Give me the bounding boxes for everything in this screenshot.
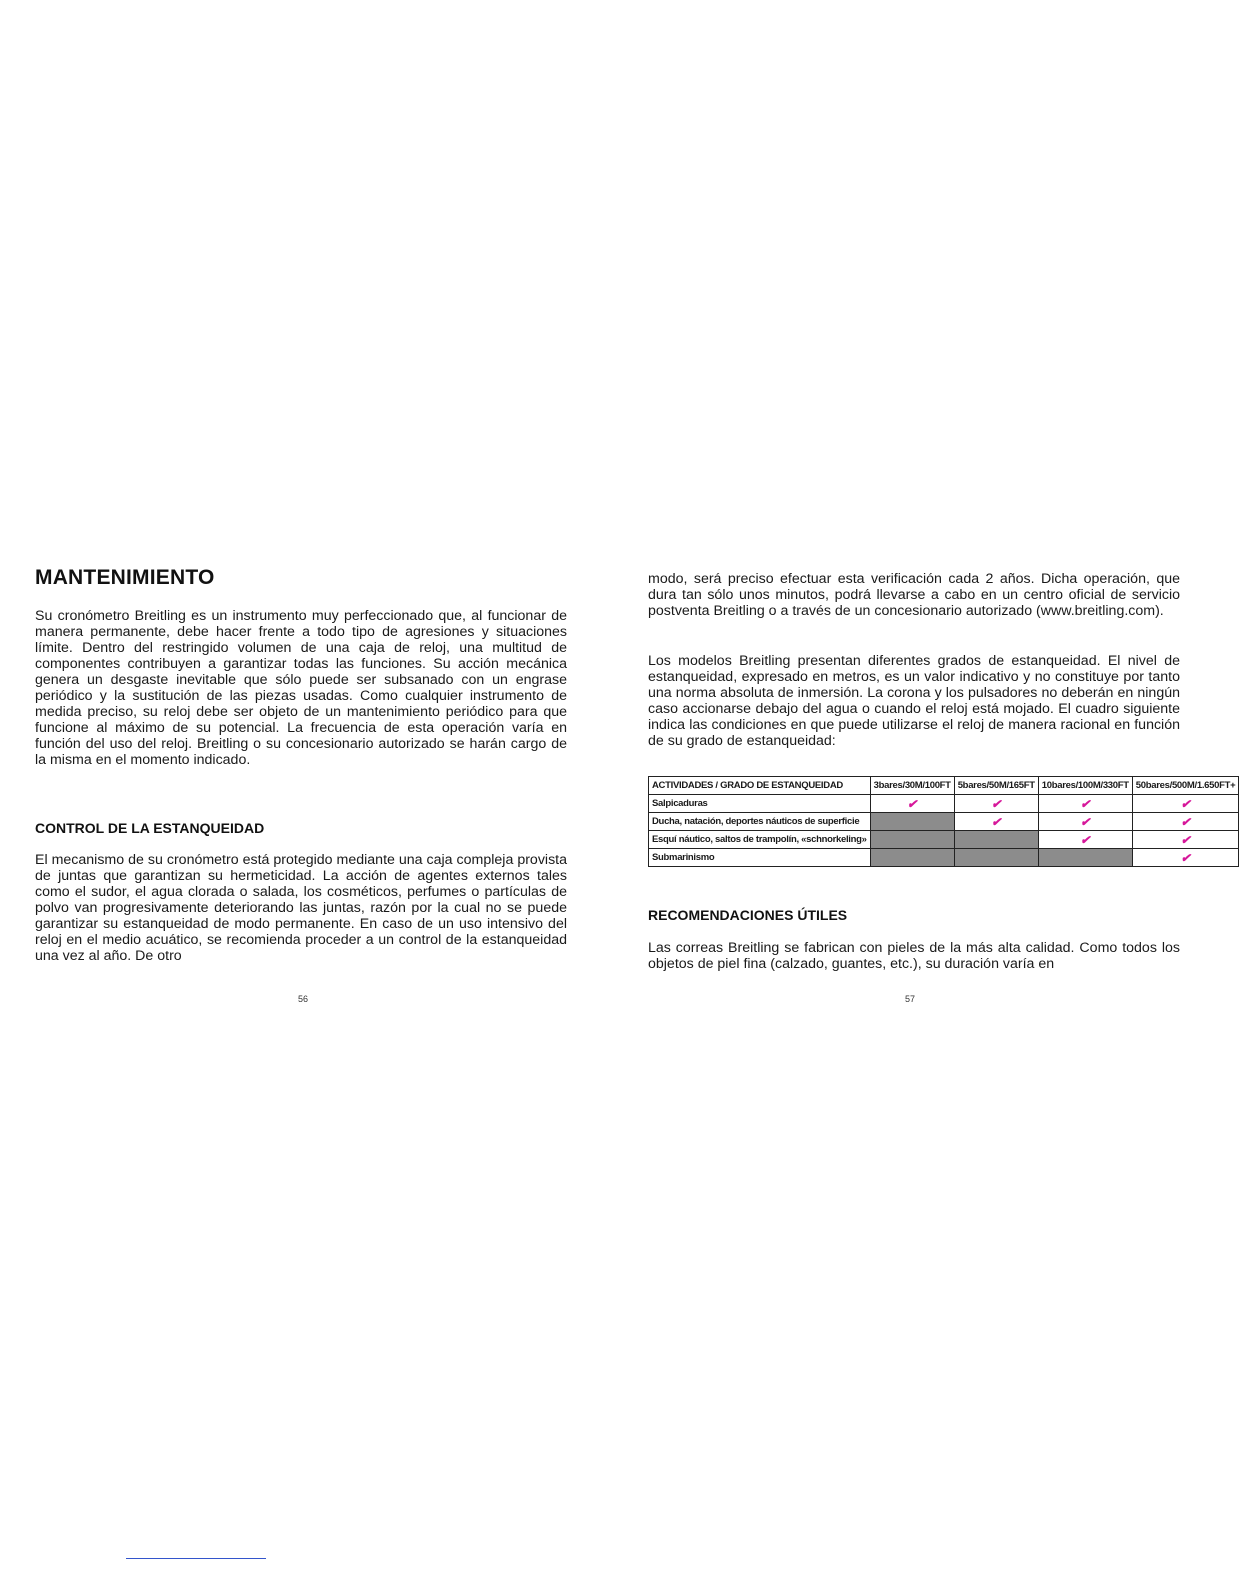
footer-divider (126, 1558, 266, 1559)
table-header-5bar: 5bares/50M/165FT (954, 777, 1038, 795)
table-row (649, 813, 1239, 831)
table-cell-suitable (1132, 813, 1239, 831)
table-cell-suitable (1132, 831, 1239, 849)
table-header-activities: ACTIVIDADES / GRADO DE ESTANQUEIDAD (649, 777, 871, 795)
check-icon: ✔ (1080, 814, 1091, 829)
table-cell-suitable (954, 795, 1038, 813)
table-cell-not-suitable (870, 849, 954, 867)
page-number-left: 56 (298, 994, 309, 1004)
page-title: MANTENIMIENTO (35, 566, 215, 589)
table-cell-not-suitable (954, 831, 1038, 849)
check-icon: ✔ (907, 796, 918, 811)
table-cell-suitable (1132, 795, 1239, 813)
table-row-label: Salpicaduras (649, 795, 871, 813)
table-cell-suitable (1132, 849, 1239, 867)
check-icon: ✔ (1180, 832, 1191, 847)
table-row-label: Ducha, natación, deportes náuticos de superficie (649, 813, 871, 831)
table-cell-not-suitable (1038, 849, 1132, 867)
check-icon: ✔ (1180, 850, 1191, 865)
table-cell-not-suitable (870, 813, 954, 831)
section-heading-recommendations: RECOMENDACIONES ÚTILES (648, 907, 848, 923)
table-cell-suitable (1038, 813, 1132, 831)
table-row-label: Submarinismo (649, 849, 871, 867)
check-icon: ✔ (991, 814, 1002, 829)
table-cell-not-suitable (870, 831, 954, 849)
models-paragraph: Los modelos Breitling presentan diferentes grados de estanqueidad. El nivel de estanqueidad, expresado en metros, es un valor indicativo y no constituye por tanto una norma absoluta de inmersión. La corona y los pulsadores no deberán en ningún caso accionarse debajo del agua o cuando el reloj está mojado. El cuadro siguiente indica las condiciones en que puede utilizarse el reloj de manera racional en función de su grado de estanqueidad: (648, 653, 1180, 749)
table-header-10bar: 10bares/100M/330FT (1038, 777, 1132, 795)
section-heading-water-resistance: CONTROL DE LA ESTANQUEIDAD (35, 820, 265, 836)
table-cell-not-suitable (954, 849, 1038, 867)
check-icon: ✔ (1080, 796, 1091, 811)
continuation-paragraph: modo, será preciso efectuar esta verificación cada 2 años. Dicha operación, que dura tan sólo unos minutos, podrá llevarse a cabo en un centro oficial de servicio postventa Breitling o a través de un concesionario autorizado (www.breitling.com). (648, 571, 1180, 619)
check-icon: ✔ (1080, 832, 1091, 847)
check-icon: ✔ (1180, 814, 1191, 829)
table-cell-suitable (870, 795, 954, 813)
table-row (649, 795, 1239, 813)
table-cell-suitable (954, 813, 1038, 831)
page-number-right: 57 (905, 994, 916, 1004)
water-resistance-table (648, 776, 1239, 867)
table-cell-suitable (1038, 831, 1132, 849)
water-resistance-paragraph: El mecanismo de su cronómetro está protegido mediante una caja compleja provista de juntas que garantizan su hermeticidad. La acción de agentes externos tales como el sudor, el agua clorada o salada, los cosméticos, perfumes o partículas de polvo van progresivamente deteriorando las juntas, razón por la cual no se puede garantizar su estanqueidad de modo permanente. En caso de un uso intensivo del reloj en el medio acuático, se recomienda proceder a un control de la estanqueidad una vez al año. De otro (35, 852, 567, 964)
recommendations-paragraph: Las correas Breitling se fabrican con pieles de la más alta calidad. Como todos los objetos de piel fina (calzado, guantes, etc.), su duración varía en (648, 940, 1180, 972)
table-header-row (649, 777, 1239, 795)
table-header-3bar: 3bares/30M/100FT (870, 777, 954, 795)
check-icon: ✔ (1180, 796, 1191, 811)
maintenance-paragraph: Su cronómetro Breitling es un instrumento muy perfeccionado que, al funcionar de manera permanente, debe hacer frente a todo tipo de agresiones y situaciones límite. Dentro del restringido volumen de una caja de reloj, una multitud de componentes contribuyen a garantizar todas las funciones. Su acción mecánica genera un desgaste inevitable que sólo puede ser subsanado con un engrase periódico y la sustitución de las piezas usadas. Como cualquier instrumento de medida preciso, su reloj debe ser objeto de un mantenimiento periódico para que funcione al máximo de su potencial. La frecuencia de esta operación varía en función del uso del reloj. Breitling o su concesionario autorizado se harán cargo de la misma en el momento indicado. (35, 608, 567, 768)
table-row-label: Esquí náutico, saltos de trampolín, «schnorkeling» (649, 831, 871, 849)
table-cell-suitable (1038, 795, 1132, 813)
check-icon: ✔ (991, 796, 1002, 811)
table-header-50bar: 50bares/500M/1.650FT+ (1132, 777, 1239, 795)
table-row (649, 831, 1239, 849)
table-row (649, 849, 1239, 867)
